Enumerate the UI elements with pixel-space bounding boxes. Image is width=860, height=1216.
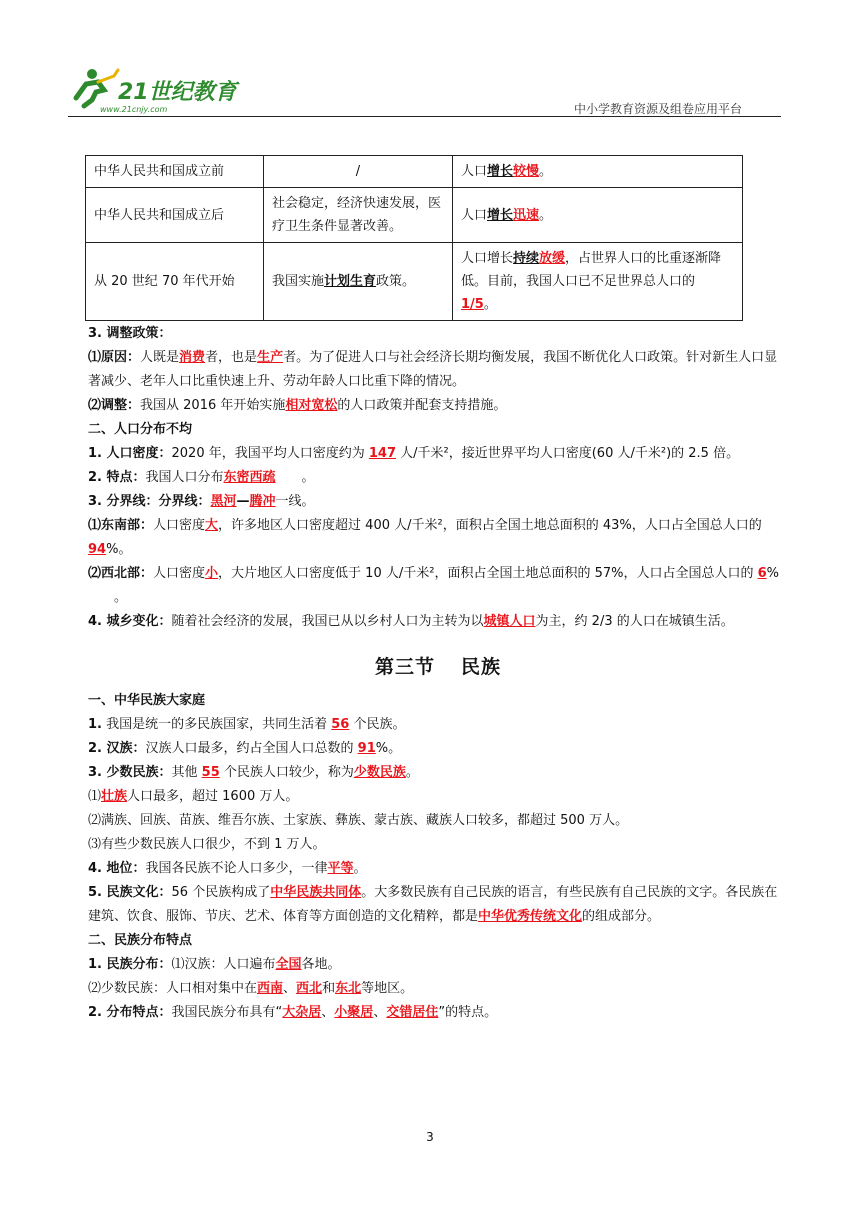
site-logo [70,66,240,116]
paragraph: 5. 民族文化：56 个民族构成了中华民族共同体。大多数民族有自己民族的语言，有些民族有自己民族的文字。各民族在建筑、饮食、服饰、节庆、艺术、体育等方面创造的文化精粹，都是中华优秀传统文化的组成部分。 [88,885,778,924]
paragraph: 2. 特点：我国人口分布东密西疏 。 [88,470,315,485]
result-cell: 人口增长较慢。 [453,156,743,188]
paragraph: ⑵满族、回族、苗族、维吾尔族、土家族、彝族、蒙古族、藏族人口较多，都超过 500 万人。 [88,813,629,828]
paragraph: 4. 城乡变化：随着社会经济的发展，我国已从以乡村人口为主转为以城镇人口为主，约 2/3 的人口在城镇生活。 [88,614,734,629]
paragraph: ⑵西北部：人口密度小，大片地区人口密度低于 10 人/千米²，面积占全国土地总面积的 57%，人口占全国总人口的 6%。 [88,566,780,605]
result-cell: 人口增长迅速。 [453,188,743,243]
paragraph: 1. 民族分布：⑴汉族：人口遍布全国各地。 [88,957,341,972]
paragraph: 3. 少数民族：其他 55 个民族人口较少，称为少数民族。 [88,765,419,780]
period-cell: 从 20 世纪 70 年代开始 [86,243,264,321]
paragraph: ⑵少数民族：人口相对集中在西南、西北和东北等地区。 [88,981,414,996]
svg-text:21世纪教育: 21世纪教育 [118,80,237,105]
section-heading: 二、民族分布特点 [88,933,193,948]
main-content [88,322,788,1025]
page-number: 3 [426,1130,434,1144]
population-table [85,155,743,321]
paragraph: 2. 汉族：汉族人口最多，约占全国人口总数的 91%。 [88,741,402,756]
paragraph: 1. 人口密度：2020 年，我国平均人口密度约为 147 人/千米²，接近世界平均人口密度(60 人/千米²)的 2.5 倍。 [88,446,740,461]
header-divider [68,116,781,117]
table-row [86,156,743,188]
section-heading: 3. 调整政策： [88,326,172,341]
paragraph: ⑴东南部：人口密度大，许多地区人口密度超过 400 人/千米²，面积占全国土地总面积的 43%，人口占全国总人口的 94%。 [88,518,762,557]
cause-cell: 社会稳定，经济快速发展，医疗卫生条件显著改善。 [264,188,453,243]
paragraph: 1. 我国是统一的多民族国家，共同生活着 56 个民族。 [88,717,406,732]
svg-text:www.21cnjy.com: www.21cnjy.com [100,105,168,114]
paragraph: ⑵调整：我国从 2016 年开始实施相对宽松的人口政策并配套支持措施。 [88,398,507,413]
runner-logo-icon [70,66,240,116]
paragraph: ⑴壮族人口最多，超过 1600 万人。 [88,789,299,804]
cause-cell: 我国实施计划生育政策。 [264,243,453,321]
section-heading: 一、中华民族大家庭 [88,693,206,708]
result-cell: 人口增长持续放缓，占世界人口的比重逐渐降低。目前，我国人口已不足世界总人口的 1/5。 [453,243,743,321]
paragraph: ⑶有些少数民族人口很少，不到 1 万人。 [88,837,326,852]
paragraph: 2. 分布特点：我国民族分布具有“大杂居、小聚居、交错居住”的特点。 [88,1005,498,1020]
platform-name: 中小学教育资源及组卷应用平台 [573,102,742,116]
paragraph: ⑴原因：人既是消费者，也是生产者。为了促进人口与社会经济长期均衡发展，我国不断优化人口政策。针对新生人口显著减少、老年人口比重快速上升、劳动年龄人口比重下降的情况。 [88,350,778,389]
page-title: 第三节 民族 [374,656,502,678]
cause-cell: / [264,156,453,188]
period-cell: 中华人民共和国成立前 [86,156,264,188]
table-row [86,188,743,243]
section-heading: 二、人口分布不均 [88,422,193,437]
table-row [86,243,743,321]
paragraph: 3. 分界线：分界线：黑河—腾冲一线。 [88,494,315,509]
paragraph: 4. 地位：我国各民族不论人口多少，一律平等。 [88,861,367,876]
period-cell: 中华人民共和国成立后 [86,188,264,243]
